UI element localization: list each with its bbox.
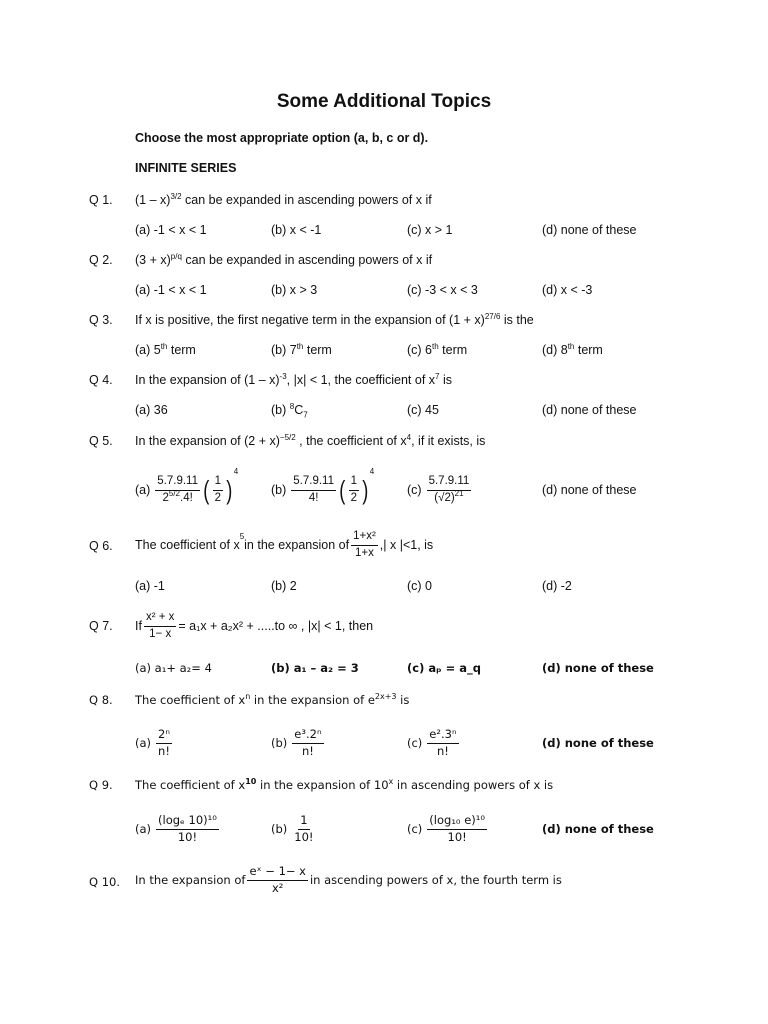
option-a[interactable]: (a) -1 < x < 1 (135, 223, 207, 237)
option-c[interactable]: (c) 45 (407, 403, 439, 417)
question-text: (1 – x)$^{3/2}$ can be expanded in ascending powers of x if (135, 191, 432, 207)
question-text: In the expansion of $\frac{\text{eˣ − 1− x}}{\text{x²}}$ in ascending powers of x, the fourth term is (135, 864, 562, 895)
option-c[interactable]: (c) aₚ = a_q (407, 661, 481, 675)
page-title: Some Additional Topics (276, 91, 492, 112)
question-number: Q 5. (89, 434, 113, 448)
question-text: $(3 + x)^{p/q}$ can be expanded in ascending powers of x if (135, 251, 433, 267)
question-text: The coefficient of $x^n$ in the expansion of $e^{2x+3}$ is (135, 692, 410, 707)
option-a[interactable]: (a) -1 (135, 579, 165, 593)
option-a[interactable]: (a) $\frac{\text{(logₑ 10)¹⁰}}{10!}$ (135, 813, 217, 844)
option-c[interactable]: (c) $\frac{\text{(log₁₀ e)¹⁰}}{10!}$ (407, 813, 485, 844)
option-b[interactable]: (b) $\frac{1}{10!}$ (271, 813, 314, 844)
option-b[interactable]: (b) $\frac{5.7.9.11}{4!}$ ( $\frac{1}{2}$ ) 4 (271, 467, 375, 505)
option-b[interactable]: (b) x > 3 (271, 283, 318, 297)
option-d[interactable]: (d) none of these (542, 403, 637, 417)
option-a[interactable]: (a) 5th term (135, 341, 196, 357)
question-number: Q 4. (89, 373, 113, 387)
option-d[interactable]: (d) none of these (542, 822, 654, 836)
question-number: Q 2. (89, 253, 113, 267)
option-c[interactable]: (c) $\frac{5.7.9.11}{(√2)^{21}}$ (407, 475, 470, 504)
option-b[interactable]: (b) $^8C_7$ (271, 401, 308, 420)
option-b[interactable]: (b) x < -1 (271, 223, 322, 237)
question-text: In the expansion of (1 – x)$^{-3}$, |x| < 1, the coefficient of $x^7$ is (135, 371, 452, 387)
option-c[interactable]: (c) -3 < x < 3 (407, 283, 478, 297)
option-c[interactable]: (c) x > 1 (407, 223, 453, 237)
question-number: Q 3. (89, 313, 113, 327)
option-b[interactable]: (b) $\frac{\text{e³.2ⁿ}}{n!}$ (271, 727, 322, 758)
question-number: Q 6. (89, 539, 113, 553)
option-d[interactable]: (d) -2 (542, 579, 572, 593)
option-d[interactable]: (d) x < -3 (542, 283, 593, 297)
instruction: Choose the most appropriate option (a, b, c or d). (135, 131, 429, 145)
question-number: Q 1. (89, 193, 113, 207)
option-c[interactable]: (c) $\frac{\text{e².3ⁿ}}{n!}$ (407, 727, 457, 758)
option-b[interactable]: (b) 7th term (271, 341, 332, 357)
option-a[interactable]: (a) -1 < x < 1 (135, 283, 207, 297)
question-text: The coefficient of x 5 in the expansion of $\frac{\text{1+x²}}{1+x}$ ,| x |<1, is (135, 530, 434, 559)
question-number: Q 10. (89, 875, 120, 889)
option-d[interactable]: (d) none of these (542, 483, 637, 497)
question-text: The coefficient of $x^{10}$ in the expansion of 10$^x$ in ascending powers of x is (135, 777, 554, 792)
option-a[interactable]: (a) a₁+ a₂= 4 (135, 661, 212, 675)
section-heading: INFINITE SERIES (135, 161, 237, 175)
option-d[interactable]: (d) 8th term (542, 341, 603, 357)
question-number: Q 7. (89, 619, 113, 633)
option-c[interactable]: (c) 0 (407, 579, 432, 593)
option-a[interactable]: (a) $\frac{\text{2ⁿ}}{n!}$ (135, 727, 170, 758)
question-text: In the expansion of $(2 + x)^{-5/2}$ , the coefficient of $x^4$, if it exists, is (135, 432, 486, 448)
option-c[interactable]: (c) 6th term (407, 341, 468, 357)
question-number: Q 8. (89, 693, 113, 707)
option-b[interactable]: (b) 2 (271, 579, 297, 593)
question-text: If x is positive, the first negative term in the expansion of $(1 + x)^{27/6}$ is the (135, 311, 534, 327)
option-a[interactable]: (a) 36 (135, 403, 168, 417)
question-text: If $\frac{\text{x² + x}}{1- x}$ = a₁x + a₂x² + .....to ∞ , |x| < 1, then (135, 611, 374, 640)
option-b[interactable]: (b) a₁ – a₂ = 3 (271, 661, 359, 675)
option-a[interactable]: (a) $\frac{5.7.9.11}{2^{5/2}.4!}$ ( $\frac{1}{2}$ ) 4 (135, 467, 239, 505)
option-d[interactable]: (d) none of these (542, 223, 637, 237)
option-d[interactable]: (d) none of these (542, 736, 654, 750)
option-d[interactable]: (d) none of these (542, 661, 654, 675)
question-number: Q 9. (89, 778, 113, 792)
